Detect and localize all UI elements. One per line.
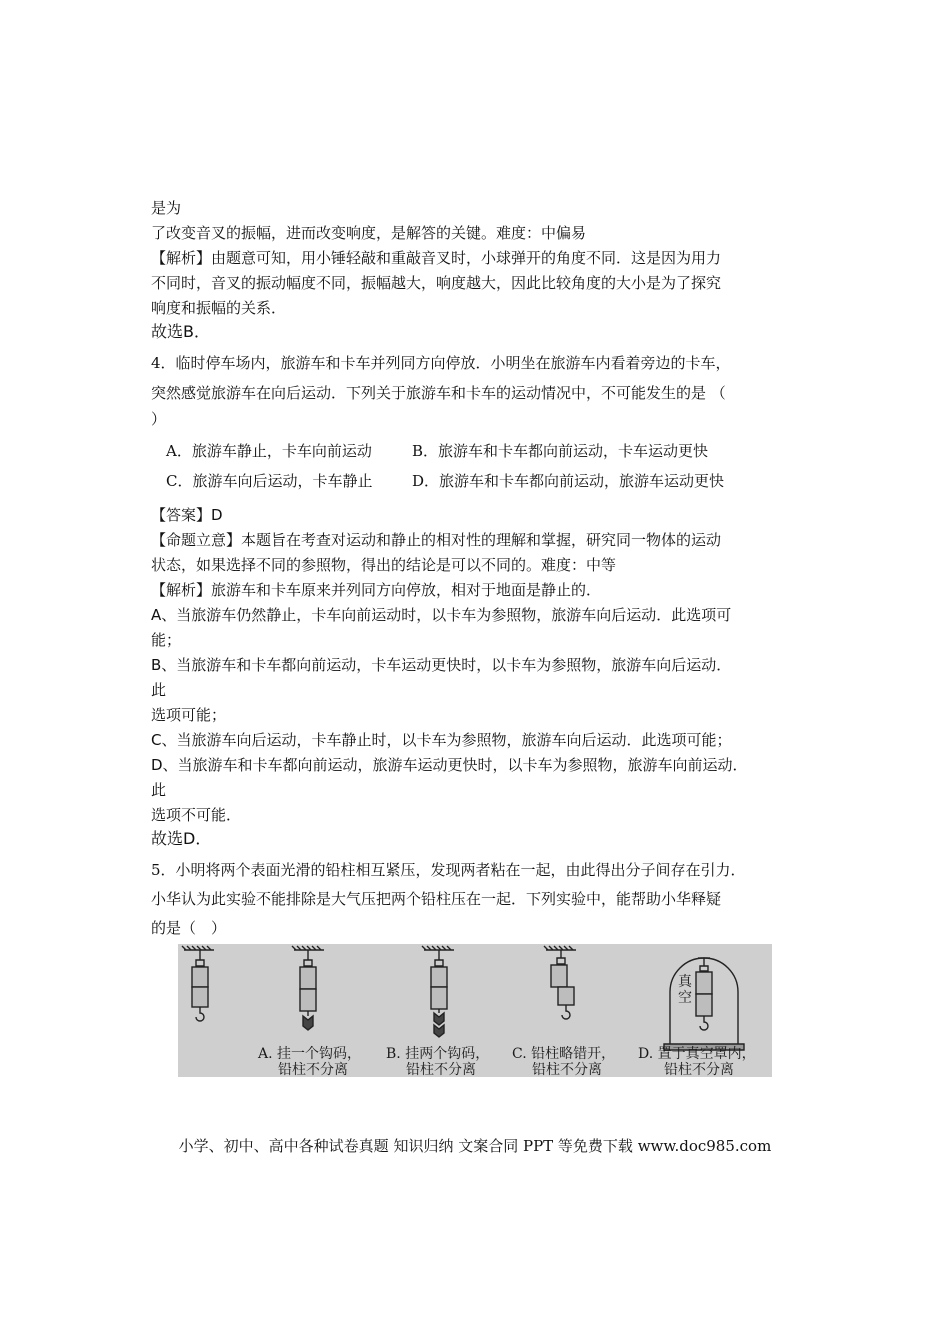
line-13: 【解析】旅游车和卡车原来并列同方向停放，相对于地面是静止的．	[151, 581, 602, 599]
option-a: A．旅游车静止，卡车向前运动	[166, 442, 372, 460]
line-11: 【命题立意】本题旨在考查对运动和静止的相对性的理解和掌握，研究同一物体的运动	[151, 531, 722, 549]
lead-cylinder-figure	[178, 944, 772, 1077]
line-20: D、当旅游车和卡车都向前运动，旅游车运动更快时，以卡车为参照物，旅游车向前运动．	[151, 756, 748, 774]
caption-c-line1: C. 铅柱略错开，	[512, 1046, 616, 1062]
line-16: B、当旅游车和卡车都向前运动，卡车运动更快时，以卡车为参照物，旅游车向后运动．	[151, 656, 732, 674]
question-4-line-1: 4．临时停车场内，旅游车和卡车并列同方向停放．小明坐在旅游车内看着旁边的卡车，	[151, 354, 731, 372]
option-d: D．旅游车和卡车都向前运动，旅游车运动更快	[412, 472, 725, 490]
line-3: 【解析】由题意可知，用小锤轻敲和重敲音叉时，小球弹开的角度不同．这是因为用力	[151, 249, 722, 267]
line-17: 此	[151, 681, 167, 699]
line-4: 不同时，音叉的振动幅度不同，振幅越大，响度越大，因此比较角度的大小是为了探究	[151, 274, 722, 292]
caption-d-line1: D. 置于真空罩内，	[638, 1046, 756, 1062]
line-21: 此	[151, 781, 167, 799]
line-1: 是为	[151, 199, 182, 217]
caption-a-line1: A. 挂一个钩码，	[258, 1046, 362, 1062]
line-22: 选项不可能．	[151, 806, 242, 824]
line-19: C、当旅游车向后运动，卡车静止时，以卡车为参照物，旅游车向后运动．此选项可能；	[151, 731, 732, 749]
question-5-line-1: 5．小明将两个表面光滑的铅柱相互紧压，发现两者粘在一起，由此得出分子间存在引力．	[151, 861, 746, 879]
vacuum-jar-label-2: 空	[678, 990, 692, 1006]
line-18: 选项可能；	[151, 706, 227, 724]
caption-c-line2: 铅柱不分离	[532, 1062, 602, 1077]
line-6: 故选B．	[151, 322, 210, 341]
page-footer: 小学、初中、高中各种试卷真题 知识归纳 文案合同 PPT 等免费下载 www.doc985.com	[178, 1137, 772, 1155]
line-15: 能；	[151, 631, 182, 649]
answer-line: 【答案】D	[151, 506, 223, 524]
option-c: C．旅游车向后运动，卡车静止	[166, 472, 373, 490]
line-14: A、当旅游车仍然静止，卡车向前运动时，以卡车为参照物，旅游车向后运动．此选项可	[151, 606, 732, 624]
caption-b-line1: B. 挂两个钩码，	[386, 1046, 490, 1062]
vacuum-jar-label-1: 真	[678, 974, 692, 990]
line-23: 故选D．	[151, 829, 212, 848]
caption-b-line2: 铅柱不分离	[406, 1062, 476, 1077]
option-b: B．旅游车和卡车都向前运动，卡车运动更快	[412, 442, 709, 460]
caption-a-line2: 铅柱不分离	[278, 1062, 348, 1077]
question-5-line-2: 小华认为此实验不能排除是大气压把两个铅柱压在一起．下列实验中，能帮助小华释疑	[151, 890, 722, 908]
line-5: 响度和振幅的关系．	[151, 299, 287, 317]
line-12: 状态，如果选择不同的参照物，得出的结论是可以不同的。难度：中等	[151, 556, 617, 574]
line-2: 了改变音叉的振幅，进而改变响度，是解答的关键。难度：中偏易	[151, 224, 587, 242]
caption-d-line2: 铅柱不分离	[664, 1062, 734, 1077]
question-4-line-2: 突然感觉旅游车在向后运动．下列关于旅游车和卡车的运动情况中，不可能发生的是 （	[151, 384, 726, 402]
question-5-line-3: 的是（ ）	[151, 919, 227, 937]
question-4-line-3: ）	[151, 410, 167, 428]
